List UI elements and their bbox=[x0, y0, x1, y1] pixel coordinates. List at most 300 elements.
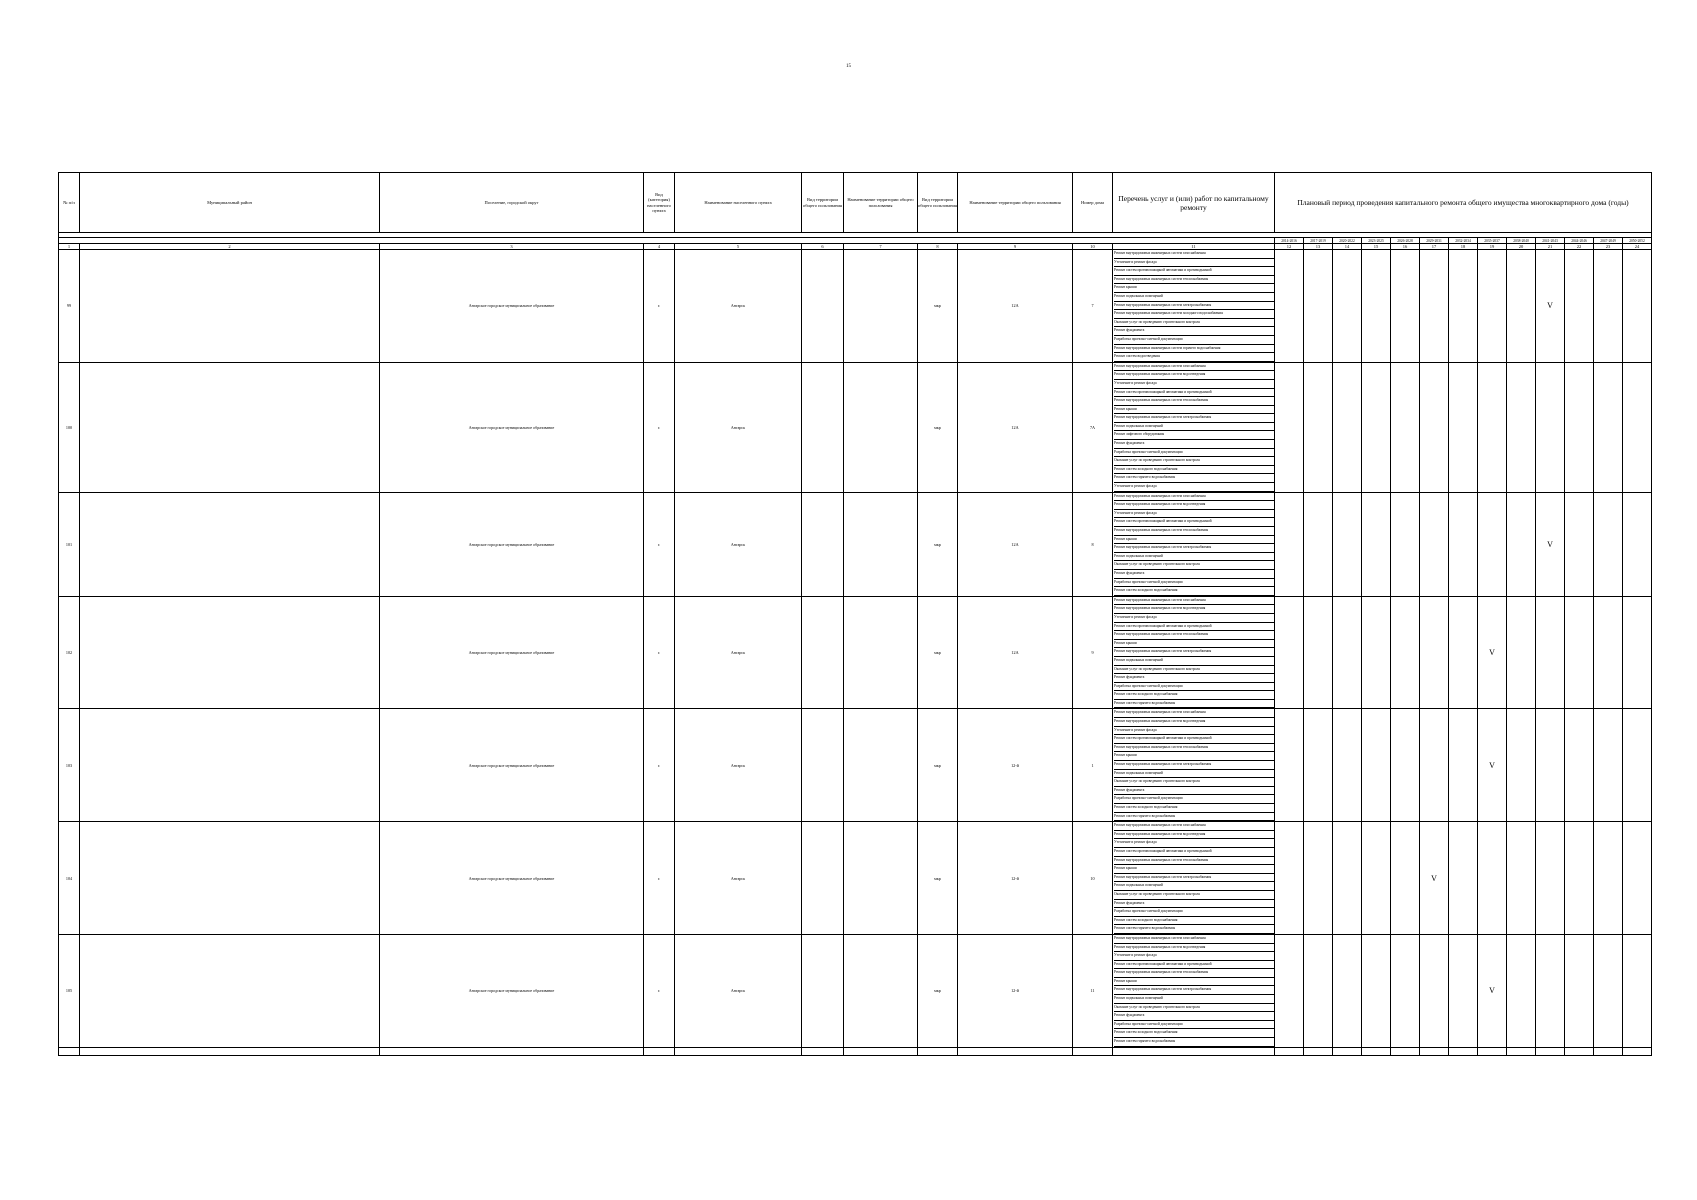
header-locality-name: Наименование населенного пункта bbox=[675, 173, 802, 233]
row-settlement: Ангарское городское муниципальное образование bbox=[380, 362, 644, 492]
works-list-item: Ремонт систем противопожарной автоматики и противодымной bbox=[1114, 518, 1274, 527]
works-list-item: Утепление и ремонт фасада bbox=[1114, 727, 1274, 736]
row-territory-name-2: 12А bbox=[958, 492, 1073, 596]
works-list-item: Ремонт внутридомовых инженерных систем теплоснабжения bbox=[1114, 397, 1274, 406]
header-planned-period: Плановый период проведения капитального ремонта общего имущества многоквартирного дома (годы) bbox=[1275, 173, 1652, 233]
period-cell bbox=[1304, 596, 1333, 709]
works-list-item: Оказание услуг по проведению строительного контроля bbox=[1114, 457, 1274, 466]
period-cell bbox=[1391, 934, 1420, 1047]
works-list-item: Утепление и ремонт фасада bbox=[1114, 380, 1274, 389]
period-cell bbox=[1391, 492, 1420, 596]
period-cell bbox=[1304, 362, 1333, 492]
works-list-item: Ремонт внутридомовых инженерных систем водоотведения bbox=[1114, 831, 1274, 840]
row-number: 102 bbox=[59, 596, 80, 709]
row-locality-name: Ангарск bbox=[675, 362, 802, 492]
row-district bbox=[80, 492, 380, 596]
works-list-item: Ремонт внутридомовых инженерных систем газоснабжения bbox=[1114, 493, 1274, 502]
row-territory-name-2: 12-й bbox=[958, 934, 1073, 1047]
works-list-item: Ремонт внутридомовых инженерных систем электроснабжения bbox=[1114, 874, 1274, 883]
continued-cell bbox=[1623, 1047, 1652, 1055]
column-number-cell: 2 bbox=[80, 244, 380, 250]
column-number-cell: 4 bbox=[644, 244, 675, 250]
row-settlement: Ангарское городское муниципальное образование bbox=[380, 934, 644, 1047]
works-list-item: Ремонт систем горячего водоснабжения bbox=[1114, 700, 1274, 709]
row-locality-type: г. bbox=[644, 492, 675, 596]
column-number-cell: 12 bbox=[1275, 244, 1304, 250]
row-territory-name-1 bbox=[844, 362, 918, 492]
continued-cell bbox=[1073, 1047, 1113, 1055]
works-list-item: Разработка проектно-сметной документации bbox=[1114, 795, 1274, 804]
period-cell bbox=[1507, 362, 1536, 492]
table-row bbox=[59, 934, 1652, 1047]
row-district bbox=[80, 709, 380, 822]
row-territory-name-1 bbox=[844, 709, 918, 822]
works-list-item: Ремонт внутридомовых инженерных систем электроснабжения bbox=[1114, 544, 1274, 553]
works-list-item: Ремонт лифтового оборудования bbox=[1114, 431, 1274, 440]
year-cell: 2050-2052 bbox=[1623, 238, 1652, 244]
works-list-item: Ремонт систем горячего водоснабжения bbox=[1114, 1038, 1274, 1047]
period-cell bbox=[1275, 492, 1304, 596]
row-locality-type: г. bbox=[644, 822, 675, 935]
row-territory-type-2: мкр bbox=[918, 362, 958, 492]
row-house-number: 11 bbox=[1073, 934, 1113, 1047]
period-cell bbox=[1362, 250, 1391, 363]
continued-cell bbox=[802, 1047, 844, 1055]
period-cell bbox=[1623, 822, 1652, 935]
works-list-item: Ремонт внутридомовых инженерных систем горячего водоснабжения bbox=[1114, 345, 1274, 354]
works-list bbox=[1113, 250, 1274, 362]
works-list-item: Ремонт систем холодного водоснабжения bbox=[1114, 1029, 1274, 1038]
column-number-cell: 10 bbox=[1073, 244, 1113, 250]
period-cell bbox=[1420, 362, 1449, 492]
works-list-item: Ремонт фундамента bbox=[1114, 327, 1274, 336]
period-cell bbox=[1391, 822, 1420, 935]
row-settlement: Ангарское городское муниципальное образование bbox=[380, 250, 644, 363]
works-list-item: Утепление и ремонт фасада bbox=[1114, 614, 1274, 623]
row-locality-name: Ангарск bbox=[675, 492, 802, 596]
period-cell bbox=[1304, 250, 1333, 363]
period-cell bbox=[1565, 250, 1594, 363]
register-body bbox=[59, 250, 1652, 1056]
column-number-cell: 7 bbox=[844, 244, 918, 250]
row-number: 105 bbox=[59, 934, 80, 1047]
works-list-item: Ремонт внутридомовых инженерных систем теплоснабжения bbox=[1114, 527, 1274, 536]
works-list-item: Утепление и ремонт фасада bbox=[1114, 483, 1274, 492]
period-cell bbox=[1623, 934, 1652, 1047]
column-number-cell: 8 bbox=[918, 244, 958, 250]
row-locality-type: г. bbox=[644, 709, 675, 822]
row-locality-type: г. bbox=[644, 596, 675, 709]
period-cell bbox=[1362, 822, 1391, 935]
continued-cell bbox=[1449, 1047, 1478, 1055]
period-cell bbox=[1449, 492, 1478, 596]
row-works-list bbox=[1113, 822, 1275, 935]
year-cell: 2044-2046 bbox=[1565, 238, 1594, 244]
works-list-item: Ремонт внутридомовых инженерных систем электроснабжения bbox=[1114, 761, 1274, 770]
period-cell bbox=[1304, 492, 1333, 596]
works-list-item: Ремонт внутридомовых инженерных систем электроснабжения bbox=[1114, 414, 1274, 423]
works-list-item: Утепление и ремонт фасада bbox=[1114, 259, 1274, 268]
works-list-item: Ремонт систем противопожарной автоматики и противодымной bbox=[1114, 735, 1274, 744]
row-house-number: 8 bbox=[1073, 492, 1113, 596]
period-cell bbox=[1333, 596, 1362, 709]
continued-cell bbox=[1507, 1047, 1536, 1055]
continued-cell bbox=[59, 1047, 80, 1055]
year-cell: 2014-2016 bbox=[1275, 238, 1304, 244]
year-cell: 2041-2043 bbox=[1536, 238, 1565, 244]
continued-cell bbox=[1420, 1047, 1449, 1055]
period-cell bbox=[1536, 822, 1565, 935]
period-cell bbox=[1304, 822, 1333, 935]
period-cell bbox=[1623, 596, 1652, 709]
row-district bbox=[80, 362, 380, 492]
row-settlement: Ангарское городское муниципальное образование bbox=[380, 709, 644, 822]
column-number-cell: 24 bbox=[1623, 244, 1652, 250]
works-list-item: Ремонт подвальных помещений bbox=[1114, 423, 1274, 432]
continued-cell bbox=[1362, 1047, 1391, 1055]
row-territory-name-1 bbox=[844, 596, 918, 709]
period-cell bbox=[1333, 362, 1362, 492]
works-list-item: Разработка проектно-сметной документации bbox=[1114, 908, 1274, 917]
period-cell bbox=[1275, 250, 1304, 363]
works-list-item: Разработка проектно-сметной документации bbox=[1114, 683, 1274, 692]
works-list-item: Утепление и ремонт фасада bbox=[1114, 510, 1274, 519]
row-locality-name: Ангарск bbox=[675, 934, 802, 1047]
header-row bbox=[59, 173, 1652, 233]
works-list bbox=[1113, 709, 1274, 821]
works-list-item: Разработка проектно-сметной документации bbox=[1114, 1021, 1274, 1030]
capital-repair-register-table bbox=[58, 172, 1652, 1056]
period-cell bbox=[1507, 492, 1536, 596]
works-list-item: Ремонт подвальных помещений bbox=[1114, 293, 1274, 302]
period-cell bbox=[1478, 822, 1507, 935]
row-works-list bbox=[1113, 492, 1275, 596]
table-row bbox=[59, 709, 1652, 822]
table-row bbox=[59, 596, 1652, 709]
row-territory-name-1 bbox=[844, 492, 918, 596]
period-cell bbox=[1391, 709, 1420, 822]
continued-cell bbox=[1594, 1047, 1623, 1055]
works-list-item: Разработка проектно-сметной документации bbox=[1114, 449, 1274, 458]
row-house-number: 10 bbox=[1073, 822, 1113, 935]
row-territory-type-1 bbox=[802, 934, 844, 1047]
header-settlement: Поселение, городской округ bbox=[380, 173, 644, 233]
works-list-item: Оказание услуг по проведению строительного контроля bbox=[1114, 778, 1274, 787]
table-row bbox=[59, 250, 1652, 363]
works-list-item: Ремонт крыши bbox=[1114, 640, 1274, 649]
continued-cell bbox=[1565, 1047, 1594, 1055]
year-cell: 2035-2037 bbox=[1478, 238, 1507, 244]
works-list-item: Ремонт внутридомовых инженерных систем водоотведения bbox=[1114, 718, 1274, 727]
column-number-cell: 21 bbox=[1536, 244, 1565, 250]
row-territory-name-2: 12-й bbox=[958, 709, 1073, 822]
works-list-item: Разработка проектно-сметной документации bbox=[1114, 336, 1274, 345]
period-cell bbox=[1623, 362, 1652, 492]
row-territory-type-2: мкр bbox=[918, 822, 958, 935]
period-cell bbox=[1420, 250, 1449, 363]
works-list-item: Ремонт систем горячего водоснабжения bbox=[1114, 813, 1274, 822]
row-locality-type: г. bbox=[644, 362, 675, 492]
works-list-item: Ремонт систем горячего водоснабжения bbox=[1114, 474, 1274, 483]
period-mark: V bbox=[1478, 596, 1507, 709]
row-number: 104 bbox=[59, 822, 80, 935]
column-number-cell: 17 bbox=[1420, 244, 1449, 250]
works-list-item: Ремонт фундамента bbox=[1114, 900, 1274, 909]
works-list-item: Ремонт подвальных помещений bbox=[1114, 882, 1274, 891]
row-territory-type-1 bbox=[802, 596, 844, 709]
works-list-item: Ремонт внутридомовых инженерных систем теплоснабжения bbox=[1114, 857, 1274, 866]
works-list-item: Ремонт крыши bbox=[1114, 284, 1274, 293]
works-list-item: Ремонт внутридомовых инженерных систем холодного водоснабжения bbox=[1114, 310, 1274, 319]
period-mark: V bbox=[1536, 492, 1565, 596]
continued-cell bbox=[80, 1047, 380, 1055]
row-territory-type-2: мкр bbox=[918, 934, 958, 1047]
works-list-item: Ремонт внутридомовых инженерных систем электроснабжения bbox=[1114, 986, 1274, 995]
period-cell bbox=[1362, 596, 1391, 709]
period-cell bbox=[1362, 709, 1391, 822]
works-list-item: Ремонт фундамента bbox=[1114, 787, 1274, 796]
year-cell: 2017-2019 bbox=[1304, 238, 1333, 244]
continued-cell bbox=[1478, 1047, 1507, 1055]
row-house-number: 1 bbox=[1073, 709, 1113, 822]
row-territory-name-1 bbox=[844, 250, 918, 363]
header-territory-name-2: Наименование территории общего пользования bbox=[958, 173, 1073, 233]
row-number: 100 bbox=[59, 362, 80, 492]
header-territory-name-1: Наименование территории общего пользования bbox=[844, 173, 918, 233]
column-number-cell: 1 bbox=[59, 244, 80, 250]
works-list-item: Ремонт внутридомовых инженерных систем теплоснабжения bbox=[1114, 744, 1274, 753]
period-cell bbox=[1362, 492, 1391, 596]
period-cell bbox=[1391, 250, 1420, 363]
column-number-cell: 3 bbox=[380, 244, 644, 250]
continued-cell bbox=[380, 1047, 644, 1055]
row-district bbox=[80, 250, 380, 363]
works-list-item: Ремонт систем противопожарной автоматики и противодымной bbox=[1114, 961, 1274, 970]
works-list-item: Ремонт фундамента bbox=[1114, 570, 1274, 579]
period-cell bbox=[1478, 492, 1507, 596]
works-list-item: Ремонт внутридомовых инженерных систем теплоснабжения bbox=[1114, 276, 1274, 285]
row-territory-name-1 bbox=[844, 822, 918, 935]
year-cell: 2020-2022 bbox=[1333, 238, 1362, 244]
works-list-item: Ремонт фундамента bbox=[1114, 1012, 1274, 1021]
works-list-item: Ремонт систем холодного водоснабжения bbox=[1114, 917, 1274, 926]
row-house-number: 9 bbox=[1073, 596, 1113, 709]
period-cell bbox=[1507, 250, 1536, 363]
row-works-list bbox=[1113, 250, 1275, 363]
period-cell bbox=[1449, 822, 1478, 935]
works-list bbox=[1113, 597, 1274, 709]
works-list bbox=[1113, 363, 1274, 492]
works-list-item: Оказание услуг по проведению строительного контроля bbox=[1114, 561, 1274, 570]
column-number-cell: 18 bbox=[1449, 244, 1478, 250]
works-list-item: Ремонт внутридомовых инженерных систем теплоснабжения bbox=[1114, 631, 1274, 640]
period-cell bbox=[1565, 822, 1594, 935]
works-list-item: Ремонт крыши bbox=[1114, 406, 1274, 415]
row-works-list bbox=[1113, 362, 1275, 492]
works-list-item: Утепление и ремонт фасада bbox=[1114, 952, 1274, 961]
row-territory-type-2: мкр bbox=[918, 596, 958, 709]
continued-cell bbox=[644, 1047, 675, 1055]
row-territory-type-1 bbox=[802, 362, 844, 492]
column-number-cell: 15 bbox=[1362, 244, 1391, 250]
year-cell: 2026-2028 bbox=[1391, 238, 1420, 244]
row-house-number: 7А bbox=[1073, 362, 1113, 492]
row-territory-type-1 bbox=[802, 822, 844, 935]
period-cell bbox=[1565, 362, 1594, 492]
table-row bbox=[59, 362, 1652, 492]
header-number: № п/п bbox=[59, 173, 80, 233]
period-cell bbox=[1304, 934, 1333, 1047]
works-list-item: Ремонт крыши bbox=[1114, 865, 1274, 874]
continued-cell bbox=[1113, 1047, 1275, 1055]
row-territory-name-2: 12А bbox=[958, 362, 1073, 492]
period-cell bbox=[1594, 492, 1623, 596]
period-cell bbox=[1594, 250, 1623, 363]
period-cell bbox=[1362, 934, 1391, 1047]
works-list-item: Ремонт подвальных помещений bbox=[1114, 770, 1274, 779]
works-list-item: Ремонт систем холодного водоснабжения bbox=[1114, 804, 1274, 813]
works-list-item: Ремонт внутридомовых инженерных систем газоснабжения bbox=[1114, 363, 1274, 372]
works-list-item: Ремонт подвальных помещений bbox=[1114, 995, 1274, 1004]
column-number-cell: 16 bbox=[1391, 244, 1420, 250]
continued-cell bbox=[958, 1047, 1073, 1055]
works-list-item: Ремонт систем холодного водоснабжения bbox=[1114, 587, 1274, 596]
works-list-item: Ремонт фундамента bbox=[1114, 674, 1274, 683]
column-number-cell: 13 bbox=[1304, 244, 1333, 250]
works-list-item: Ремонт систем противопожарной автоматики и противодымной bbox=[1114, 267, 1274, 276]
row-locality-name: Ангарск bbox=[675, 822, 802, 935]
year-cell: 2032-2034 bbox=[1449, 238, 1478, 244]
period-cell bbox=[1449, 250, 1478, 363]
column-number-cell: 22 bbox=[1565, 244, 1594, 250]
works-list bbox=[1113, 493, 1274, 596]
continued-cell bbox=[1333, 1047, 1362, 1055]
row-district bbox=[80, 596, 380, 709]
header-district: Муниципальный район bbox=[80, 173, 380, 233]
row-house-number: 7 bbox=[1073, 250, 1113, 363]
works-list-item: Оказание услуг по проведению строительного контроля bbox=[1114, 319, 1274, 328]
column-number-cell: 9 bbox=[958, 244, 1073, 250]
works-list-item: Ремонт внутридомовых инженерных систем водоотведения bbox=[1114, 605, 1274, 614]
period-cell bbox=[1275, 934, 1304, 1047]
continued-cell bbox=[1391, 1047, 1420, 1055]
column-number-cell: 6 bbox=[802, 244, 844, 250]
period-cell bbox=[1594, 934, 1623, 1047]
continued-cell bbox=[918, 1047, 958, 1055]
row-district bbox=[80, 822, 380, 935]
continued-cell bbox=[1536, 1047, 1565, 1055]
row-locality-type: г. bbox=[644, 250, 675, 363]
works-list-item: Ремонт внутридомовых инженерных систем водоотведения bbox=[1114, 944, 1274, 953]
works-list-item: Оказание услуг по проведению строительного контроля bbox=[1114, 1004, 1274, 1013]
period-cell bbox=[1507, 709, 1536, 822]
period-mark: V bbox=[1478, 934, 1507, 1047]
period-cell bbox=[1565, 596, 1594, 709]
works-list-item: Оказание услуг по проведению строительного контроля bbox=[1114, 666, 1274, 675]
period-cell bbox=[1565, 709, 1594, 822]
works-list-item: Ремонт внутридомовых инженерных систем электроснабжения bbox=[1114, 648, 1274, 657]
period-cell bbox=[1565, 492, 1594, 596]
works-list-item: Ремонт крыши bbox=[1114, 752, 1274, 761]
period-cell bbox=[1478, 362, 1507, 492]
period-mark: V bbox=[1478, 709, 1507, 822]
row-locality-name: Ангарск bbox=[675, 250, 802, 363]
works-list-item: Ремонт систем горячего водоснабжения bbox=[1114, 925, 1274, 934]
period-cell bbox=[1391, 596, 1420, 709]
works-list-item: Ремонт внутридомовых инженерных систем газоснабжения bbox=[1114, 597, 1274, 606]
period-cell bbox=[1420, 492, 1449, 596]
period-cell bbox=[1304, 709, 1333, 822]
works-list-item: Утепление и ремонт фасада bbox=[1114, 839, 1274, 848]
period-cell bbox=[1391, 362, 1420, 492]
row-works-list bbox=[1113, 709, 1275, 822]
column-number-cell: 23 bbox=[1594, 244, 1623, 250]
page-number: 15 bbox=[846, 64, 851, 69]
period-cell bbox=[1362, 362, 1391, 492]
works-list-item: Ремонт внутридомовых инженерных систем газоснабжения bbox=[1114, 935, 1274, 944]
row-territory-name-2: 12-й bbox=[958, 822, 1073, 935]
period-cell bbox=[1333, 250, 1362, 363]
works-list-item: Ремонт систем холодного водоснабжения bbox=[1114, 466, 1274, 475]
period-cell bbox=[1594, 709, 1623, 822]
period-cell bbox=[1536, 362, 1565, 492]
works-list-item: Ремонт внутридомовых инженерных систем газоснабжения bbox=[1114, 250, 1274, 259]
works-list bbox=[1113, 935, 1274, 1047]
header-territory-type-1: Вид территории общего пользования bbox=[802, 173, 844, 233]
period-cell bbox=[1275, 822, 1304, 935]
continued-row bbox=[59, 1047, 1652, 1055]
column-number-cell: 14 bbox=[1333, 244, 1362, 250]
row-settlement: Ангарское городское муниципальное образование bbox=[380, 596, 644, 709]
works-list-item: Ремонт систем водоотведения bbox=[1114, 353, 1274, 362]
period-cell bbox=[1594, 596, 1623, 709]
works-list-item: Ремонт внутридомовых инженерных систем электроснабжения bbox=[1114, 302, 1274, 311]
period-cell bbox=[1333, 822, 1362, 935]
row-territory-name-2: 12А bbox=[958, 250, 1073, 363]
header-locality-type: Вид (категория) населенного пункта bbox=[644, 173, 675, 233]
year-cell: 2038-2040 bbox=[1507, 238, 1536, 244]
works-list-item: Ремонт крыши bbox=[1114, 536, 1274, 545]
row-territory-type-2: мкр bbox=[918, 250, 958, 363]
period-cell bbox=[1275, 596, 1304, 709]
works-list-item: Ремонт внутридомовых инженерных систем газоснабжения bbox=[1114, 709, 1274, 718]
period-mark: V bbox=[1420, 822, 1449, 935]
works-list-item: Ремонт систем противопожарной автоматики и противодымной bbox=[1114, 389, 1274, 398]
column-number-cell: 20 bbox=[1507, 244, 1536, 250]
period-cell bbox=[1536, 709, 1565, 822]
year-cell: 2023-2025 bbox=[1362, 238, 1391, 244]
works-list-item: Ремонт фундамента bbox=[1114, 440, 1274, 449]
period-cell bbox=[1623, 709, 1652, 822]
row-territory-type-1 bbox=[802, 492, 844, 596]
period-cell bbox=[1275, 709, 1304, 822]
period-cell bbox=[1507, 934, 1536, 1047]
row-territory-type-2: мкр bbox=[918, 492, 958, 596]
period-cell bbox=[1594, 822, 1623, 935]
works-list bbox=[1113, 822, 1274, 934]
continued-cell bbox=[675, 1047, 802, 1055]
row-territory-type-2: мкр bbox=[918, 709, 958, 822]
continued-cell bbox=[1275, 1047, 1304, 1055]
row-district bbox=[80, 934, 380, 1047]
works-list-item: Ремонт подвальных помещений bbox=[1114, 657, 1274, 666]
period-cell bbox=[1478, 250, 1507, 363]
period-cell bbox=[1333, 492, 1362, 596]
row-settlement: Ангарское городское муниципальное образование bbox=[380, 492, 644, 596]
row-territory-type-1 bbox=[802, 709, 844, 822]
row-number: 101 bbox=[59, 492, 80, 596]
continued-cell bbox=[844, 1047, 918, 1055]
